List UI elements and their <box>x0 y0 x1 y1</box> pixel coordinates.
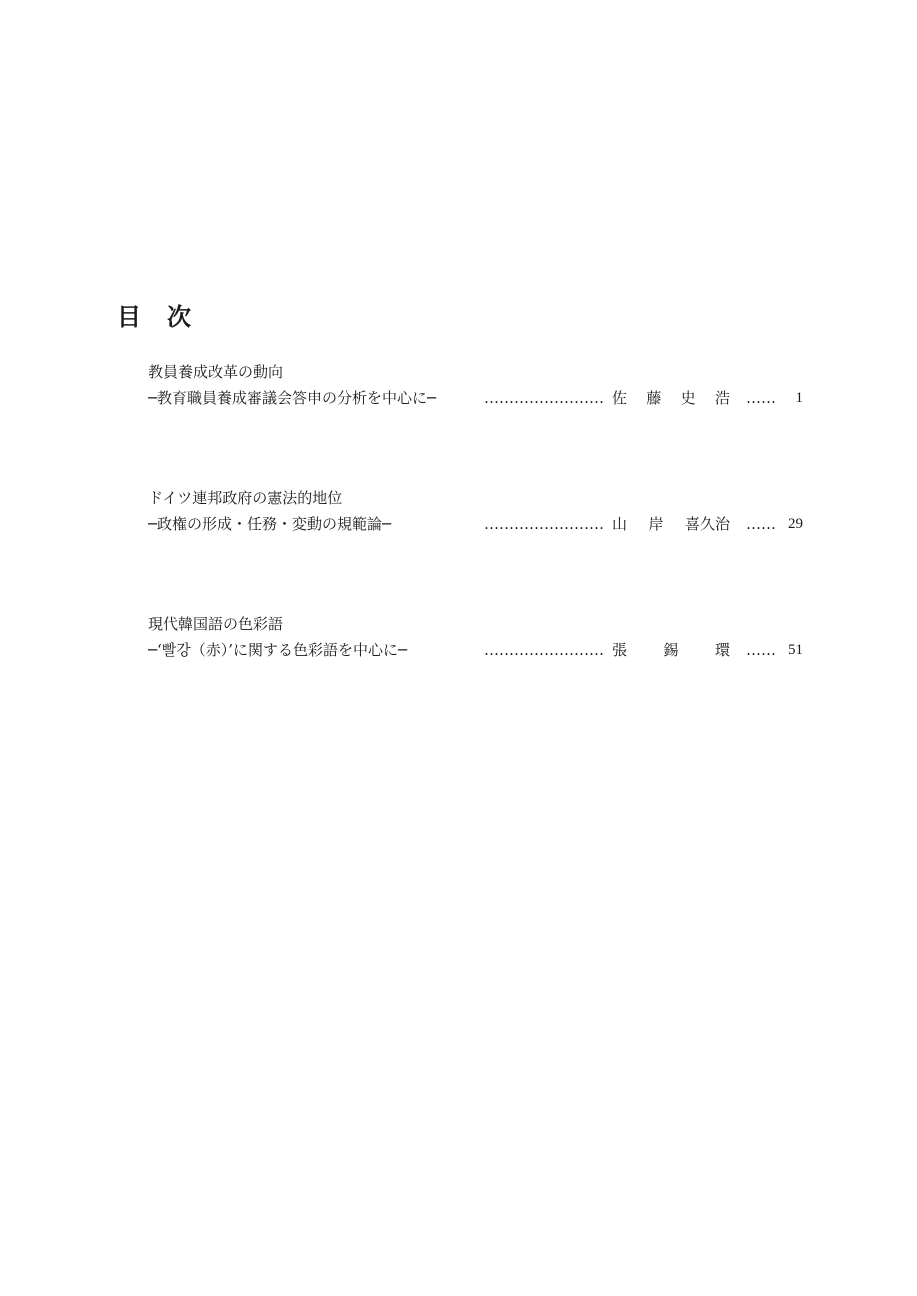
entry-title: ドイツ連邦政府の憲法的地位 <box>148 489 343 507</box>
entry-author <box>612 512 730 536</box>
toc-heading-char-2: 次 <box>167 303 191 331</box>
dot-leader: …………………… <box>484 641 604 659</box>
author-char: 岸 <box>648 515 664 533</box>
author-char: 山 <box>612 515 628 533</box>
page-dot-leader: …… <box>746 641 776 659</box>
entry-author <box>612 638 730 662</box>
author-char: 錫 <box>663 641 679 659</box>
author-char: 浩 <box>714 389 730 407</box>
entry-detail-line <box>0 512 917 536</box>
entry-title: 現代韓国語の色彩語 <box>148 615 284 633</box>
author-char: 藤 <box>646 389 662 407</box>
entry-detail-line <box>0 386 917 410</box>
author-char: 佐 <box>612 389 628 407</box>
dot-leader: …………………… <box>484 389 604 407</box>
toc-entry[interactable] <box>0 360 917 420</box>
page-dot-leader: …… <box>746 389 776 407</box>
entry-subtitle: ─‘빨강（赤）’に関する色彩語を中心に─ <box>148 641 408 659</box>
toc-entry[interactable] <box>0 486 917 546</box>
author-char: 環 <box>714 641 730 659</box>
entry-subtitle: ─政権の形成・任務・変動の規範論─ <box>148 515 392 533</box>
page-number: 1 <box>795 390 803 406</box>
author-char: 史 <box>680 389 696 407</box>
toc-heading <box>117 300 191 334</box>
page-number: 51 <box>788 642 803 658</box>
toc-heading-char-1: 目 <box>117 303 141 331</box>
entry-title: 教員養成改革の動向 <box>148 363 284 381</box>
page-dot-leader: …… <box>746 515 776 533</box>
entry-author <box>612 386 730 410</box>
author-char: 張 <box>612 641 628 659</box>
dot-leader: …………………… <box>484 515 604 533</box>
entry-subtitle: ─教育職員養成審議会答申の分析を中心に─ <box>148 389 437 407</box>
entry-detail-line <box>0 638 917 662</box>
toc-entry[interactable] <box>0 612 917 672</box>
author-char: 喜久治 <box>684 515 730 533</box>
page-number: 29 <box>788 516 803 532</box>
